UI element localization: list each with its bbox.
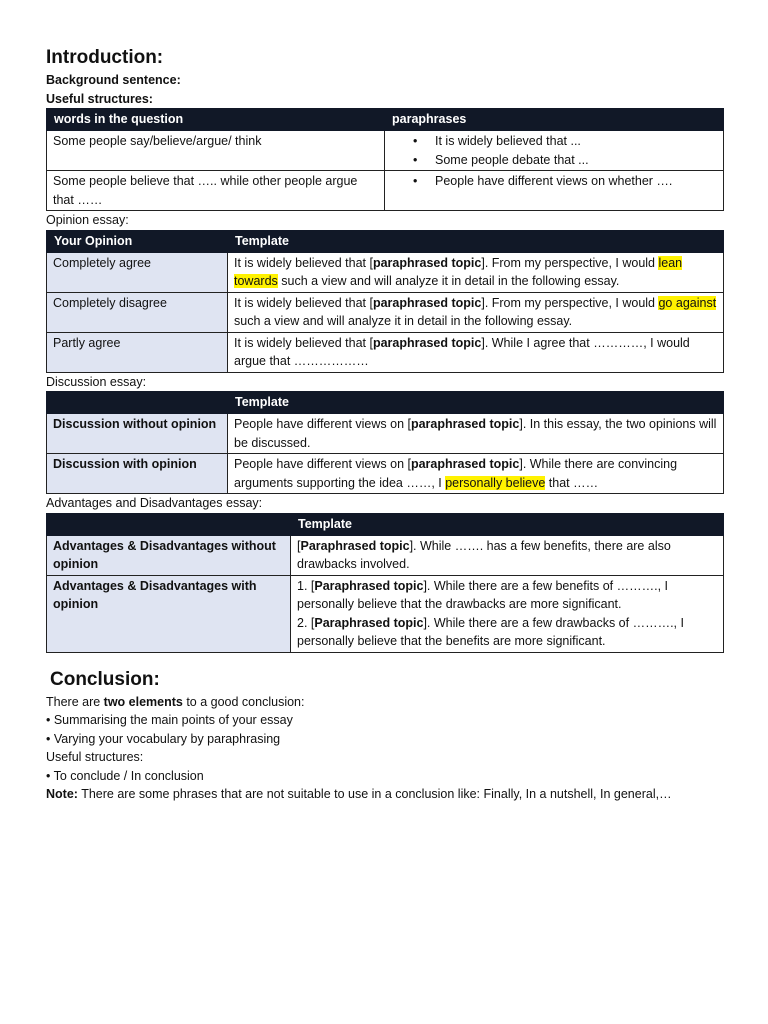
highlighted-phrase: lean towards: [234, 255, 683, 288]
template-placeholder: Paraphrased topic: [314, 615, 424, 630]
table-cell: [228, 292, 724, 332]
table-row: [47, 332, 724, 372]
table-cell: Completely agree: [47, 252, 228, 292]
introduction-heading: Introduction:: [46, 47, 164, 68]
discussion-essay-label: Discussion essay:: [46, 374, 147, 389]
table-header-row: [47, 109, 724, 131]
table-cell: Partly agree: [47, 332, 228, 372]
opinion-essay-label: Opinion essay:: [46, 213, 129, 227]
advantages-essay-label: Advantages and Disadvantages essay:: [46, 496, 263, 510]
template-placeholder: paraphrased topic: [372, 295, 482, 310]
template-text: 2. [: [297, 615, 315, 630]
table-cell: Some people say/believe/argue/ think: [47, 131, 385, 171]
conclusion-intro-line: [46, 693, 723, 712]
note-text: There are some phrases that are not suitable to use in a conclusion like: Finally, In a nutshell, In general,…: [77, 787, 672, 801]
template-text: ]. While ……. has a few benefits, there are also drawbacks involved.: [297, 538, 671, 571]
table-cell: [228, 414, 724, 454]
list-item: • People have different views on whether ….: [435, 172, 717, 191]
template-text: It is widely believed that [: [234, 335, 373, 350]
table-row: [47, 171, 724, 211]
table-row: [47, 535, 724, 575]
bold-phrase: two elements: [103, 694, 183, 709]
column-header: Template: [291, 513, 724, 535]
note-label: Note:: [46, 787, 78, 801]
table-row: [47, 131, 724, 171]
table-header-row: [47, 230, 724, 252]
conclusion-note: [46, 785, 723, 804]
background-sentence-label: Background sentence:: [46, 73, 181, 87]
table-cell: Some people believe that ….. while other people argue that ……: [47, 171, 385, 211]
template-text: that ……: [545, 475, 599, 490]
table-cell: [291, 575, 724, 652]
table-cell: Advantages & Disadvantages without opinion: [47, 535, 291, 575]
highlighted-phrase: go against: [658, 295, 717, 310]
template-text: such a view and will analyze it in detail in the following essay.: [277, 274, 620, 288]
table-cell: [385, 171, 724, 211]
template-text: ]. While there are convincing arguments supporting the idea ……, I: [234, 457, 678, 490]
template-text: such a view and will analyze it in detail in the following essay.: [234, 314, 573, 328]
template-placeholder: Paraphrased topic: [314, 578, 424, 593]
template-text: It is widely believed that [: [234, 255, 373, 270]
template-placeholder: paraphrased topic: [410, 457, 520, 471]
conclusion-bullet: • To conclude / In conclusion: [46, 768, 204, 783]
table-cell: [228, 252, 724, 292]
conclusion-useful-label: Useful structures:: [46, 750, 144, 764]
template-placeholder: paraphrased topic: [372, 335, 482, 350]
conclusion-bullet: • Varying your vocabulary by paraphrasing: [46, 731, 281, 746]
column-header: paraphrases: [385, 109, 724, 131]
highlighted-phrase: personally believe: [445, 475, 546, 490]
table-cell: Discussion without opinion: [47, 414, 228, 454]
template-text: People have different views on [: [234, 417, 411, 431]
template-text: ]. From my perspective, I would: [481, 255, 659, 270]
table-row: [47, 252, 724, 292]
table-row: [47, 414, 724, 454]
paraphrase-table: [46, 108, 724, 211]
text-span: to a good conclusion:: [182, 694, 305, 709]
list-item: • It is widely believed that ...: [435, 132, 717, 151]
template-text: 1. [: [297, 578, 315, 593]
table-cell: [228, 332, 724, 372]
table-row: [47, 292, 724, 332]
table-header-row: [47, 392, 724, 414]
useful-structures-label: Useful structures:: [46, 91, 153, 106]
table-cell: [385, 131, 724, 171]
table-header-row: [47, 513, 724, 535]
conclusion-heading: Conclusion:: [50, 668, 160, 690]
template-text: ]. From my perspective, I would: [481, 295, 659, 310]
template-text: ]. While there are a few drawbacks of ………., I personally believe that the benefits are more significant.: [297, 615, 684, 648]
table-row: [47, 454, 724, 494]
template-paragraph: [297, 577, 717, 614]
template-text: ]. In this essay, the two opinions will be discussed.: [234, 417, 717, 450]
template-paragraph: [297, 614, 717, 651]
table-cell: Advantages & Disadvantages with opinion: [47, 575, 291, 652]
table-row: [47, 575, 724, 652]
column-header: words in the question: [47, 109, 385, 131]
document-content: [46, 45, 723, 804]
column-header: Template: [228, 392, 724, 414]
list-item: • Some people debate that ...: [435, 151, 717, 170]
template-placeholder: paraphrased topic: [372, 255, 482, 270]
column-header: [47, 392, 228, 414]
table-cell: [291, 535, 724, 575]
column-header: Your Opinion: [47, 230, 228, 252]
discussion-table: [46, 391, 724, 494]
template-text: [: [297, 538, 301, 553]
template-text: It is widely believed that [: [234, 295, 373, 310]
opinion-table: [46, 230, 724, 373]
template-text: ]. While there are a few benefits of ………., I personally believe that the drawbacks are more significant.: [297, 578, 668, 611]
column-header: Template: [228, 230, 724, 252]
template-text: ]. While I agree that …………, I would argue that ………………: [234, 335, 690, 368]
table-cell: Completely disagree: [47, 292, 228, 332]
template-placeholder: paraphrased topic: [410, 417, 520, 431]
template-text: People have different views on [: [234, 457, 411, 471]
advantages-table: [46, 513, 724, 653]
conclusion-bullet: • Summarising the main points of your essay: [46, 713, 293, 727]
column-header: [47, 513, 291, 535]
table-cell: Discussion with opinion: [47, 454, 228, 494]
template-placeholder: Paraphrased topic: [300, 538, 410, 553]
table-cell: [228, 454, 724, 494]
text-span: There are: [46, 694, 104, 709]
